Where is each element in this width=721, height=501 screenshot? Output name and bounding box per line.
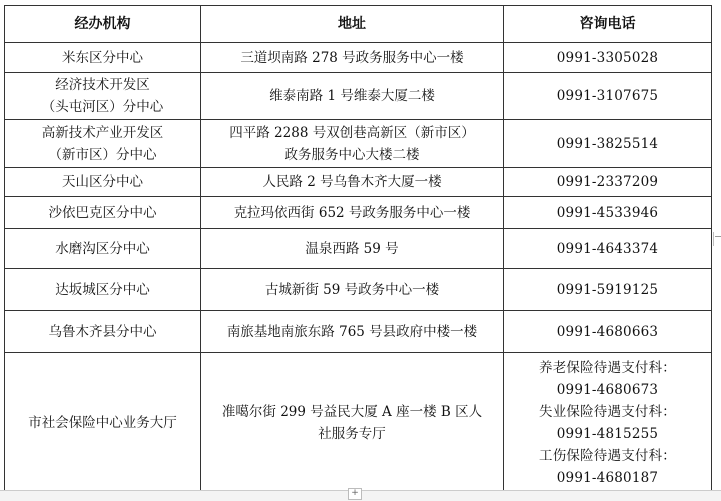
phone-line: 0991-3107675 xyxy=(556,88,659,104)
address-line: 克拉玛依西街 652 号政务服务中心一楼 xyxy=(233,204,471,221)
address-line: 三道坝南路 278 号政务服务中心一楼 xyxy=(240,49,464,66)
org-line: 市社会保险中心业务大厅 xyxy=(28,414,177,431)
org-line: 高新技术产业开发区 xyxy=(41,124,164,141)
address-line: 准噶尔街 299 号益民大厦 A 座一楼 B 区人 xyxy=(221,403,483,420)
phone-cell xyxy=(504,43,712,73)
phone-cell xyxy=(504,120,712,168)
org-cell xyxy=(5,229,201,269)
phone-cell xyxy=(504,197,712,229)
phone-dept-label: 工伤保险待遇支付科： xyxy=(539,447,676,464)
header-org: 经办机构 xyxy=(5,6,201,43)
org-cell xyxy=(5,353,201,493)
address-line: 政务服务中心大楼二楼 xyxy=(284,146,420,163)
scroll-edge-tick xyxy=(715,236,721,237)
address-line: 维泰南路 1 号维泰大厦二楼 xyxy=(269,88,435,104)
org-line: （新市区）分中心 xyxy=(48,146,157,163)
org-cell xyxy=(5,269,201,311)
address-cell xyxy=(201,311,504,353)
org-cell xyxy=(5,73,201,120)
phone-line: 0991-4815255 xyxy=(556,425,659,442)
address-line: 人民路 2 号乌鲁木齐大厦一楼 xyxy=(262,174,442,190)
phone-cell xyxy=(504,229,712,269)
phone-cell xyxy=(504,311,712,353)
org-cell xyxy=(5,120,201,168)
org-line: 水磨沟区分中心 xyxy=(55,240,150,257)
phone-line: 0991-3305028 xyxy=(556,49,659,66)
phone-cell xyxy=(504,353,712,493)
phone-cell xyxy=(504,73,712,120)
phone-line: 0991-4533946 xyxy=(556,204,659,221)
table-row xyxy=(5,311,712,353)
header-row xyxy=(5,6,712,43)
address-line: 社服务专厅 xyxy=(318,425,386,442)
table-row xyxy=(5,353,712,493)
table-row xyxy=(5,43,712,73)
table-row xyxy=(5,120,712,168)
address-cell xyxy=(201,168,504,197)
table-row xyxy=(5,73,712,120)
phone-line: 0991-4680187 xyxy=(556,469,659,486)
address-cell xyxy=(201,229,504,269)
phone-line: 0991-4643374 xyxy=(556,240,659,257)
org-cell xyxy=(5,311,201,353)
address-cell xyxy=(201,43,504,73)
org-line: 沙依巴克区分中心 xyxy=(48,204,157,221)
address-cell xyxy=(201,120,504,168)
org-line: 达坂城区分中心 xyxy=(55,281,150,298)
address-line: 温泉西路 59 号 xyxy=(305,240,399,257)
address-line: 南旅基地南旅东路 765 号县政府中楼一楼 xyxy=(226,323,478,340)
table-row xyxy=(5,229,712,269)
table-row xyxy=(5,168,712,197)
phone-cell xyxy=(504,168,712,197)
scroll-edge-marker xyxy=(713,232,721,246)
phone-line: 0991-5919125 xyxy=(556,281,659,298)
phone-line: 0991-3825514 xyxy=(556,135,659,152)
address-cell xyxy=(201,269,504,311)
phone-line: 0991-4680673 xyxy=(556,381,659,398)
phone-line: 0991-4680663 xyxy=(556,323,659,340)
phone-cell xyxy=(504,269,712,311)
org-line: 经济技术开发区 xyxy=(55,77,150,93)
org-cell xyxy=(5,43,201,73)
phone-dept-label: 失业保险待遇支付科： xyxy=(539,403,676,420)
org-cell xyxy=(5,168,201,197)
org-line: 天山区分中心 xyxy=(62,174,143,190)
header-phone: 咨询电话 xyxy=(504,6,712,43)
add-row-icon[interactable]: + xyxy=(348,488,362,500)
service-directory-table xyxy=(4,5,712,493)
org-cell xyxy=(5,197,201,229)
address-line: 四平路 2288 号双创巷高新区（新市区） xyxy=(229,124,475,141)
address-cell xyxy=(201,197,504,229)
org-line: 乌鲁木齐县分中心 xyxy=(48,323,157,340)
address-cell xyxy=(201,353,504,493)
table-row xyxy=(5,269,712,311)
org-line: （头屯河区）分中心 xyxy=(41,99,164,115)
org-line: 米东区分中心 xyxy=(62,49,143,66)
phone-dept-label: 养老保险待遇支付科： xyxy=(539,359,676,376)
header-address: 地址 xyxy=(201,6,504,43)
address-line: 古城新街 59 号政务中心一楼 xyxy=(264,281,440,298)
phone-line: 0991-2337209 xyxy=(556,174,659,190)
table-row xyxy=(5,197,712,229)
address-cell xyxy=(201,73,504,120)
